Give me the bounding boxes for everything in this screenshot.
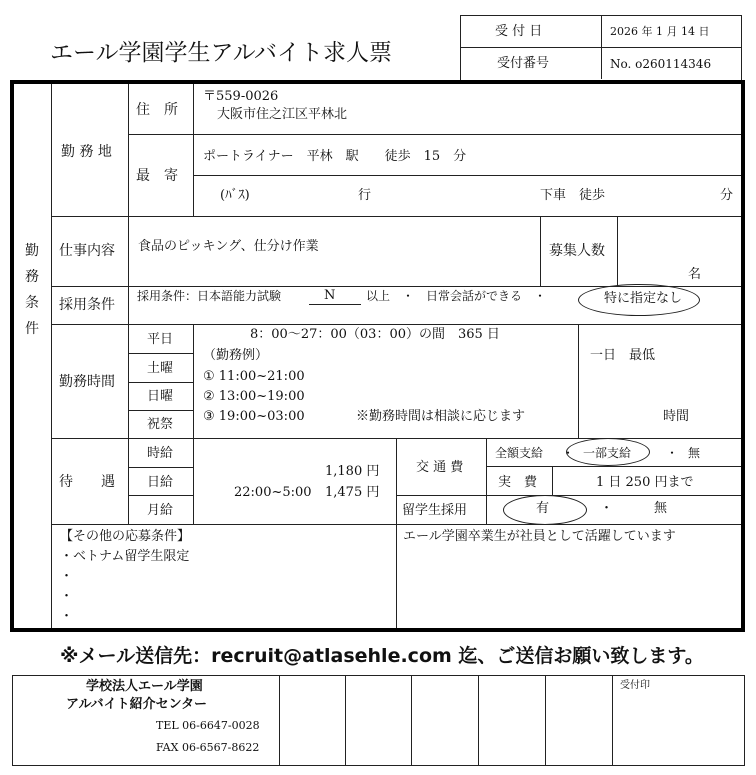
pay-label: 待 遇 (59, 474, 115, 490)
night-label: 22:00~5:00 (234, 485, 312, 500)
bus-bound: 行 (358, 188, 372, 203)
footer-org-name: 学校法人エール学園 (86, 679, 203, 694)
hours-range: 8：00～27：00（03：00）の間 365 日 (250, 327, 500, 342)
receipt-date-label: 受 付 日 (495, 24, 543, 39)
hiring-label: 採用条件 (59, 297, 115, 313)
intl-no: 無 (654, 501, 668, 516)
day-saturday: 土曜 (147, 361, 174, 376)
nearest-station: ポートライナー 平林 駅 徒歩 15 分 (203, 149, 467, 164)
transport-none: 無 (688, 446, 701, 460)
footer-tel: TEL 06-6647-0028 (156, 719, 260, 732)
actual-cost-label: 実 費 (498, 475, 538, 490)
receipt-number-label: 受付番号 (497, 56, 550, 71)
jlpt-level: N (324, 288, 336, 303)
job-label: 仕事内容 (59, 243, 115, 259)
day-sunday: 日曜 (147, 389, 174, 404)
section-label-2: 務 (25, 269, 39, 285)
footer-fax: FAX 06-6567-8622 (156, 741, 260, 754)
receipt-number-value: No. o260114346 (610, 57, 712, 71)
min-hours-label: 一日 最低 (590, 348, 656, 363)
email-instruction: ※メール送信先：recruit@atlasehle.com 迄、ご送信お願い致します。 (60, 645, 704, 667)
hiring-text-prefix: 採用条件：日本語能力試験 (137, 289, 282, 303)
hiring-text-mid: 以上 ・ 日常会話ができる ・ (366, 289, 547, 303)
stamp-label: 受付印 (620, 680, 650, 691)
section-label-3: 条 (25, 295, 39, 311)
hours-example-3: ③ 19:00~03:00 (203, 409, 305, 424)
hours-label: 勤務時間 (59, 374, 115, 390)
section-label-4: 件 (25, 321, 39, 337)
transport-sep-1: ・ (562, 446, 575, 460)
transport-full: 全額支給 (495, 446, 544, 460)
hours-example-label: （勤務例） (203, 348, 269, 363)
bus-prefix: (ﾊﾞｽ) (220, 188, 250, 203)
address-label: 住 所 (136, 102, 178, 118)
recruit-label: 募集人数 (549, 243, 605, 259)
receipt-date-value: 2026 年 1 月 14 日 (610, 25, 710, 38)
hours-example-1: ① 11:00~21:00 (203, 369, 305, 384)
other-right-text: エール学園卒業生が社員として活躍しています (403, 529, 676, 544)
other-item-2: ・ (60, 569, 74, 584)
other-item-3: ・ (60, 589, 74, 604)
pay-type-hourly: 時給 (147, 446, 174, 461)
hours-example-2: ② 13:00~19:00 (203, 389, 305, 404)
transport-label: 交 通 費 (416, 460, 464, 475)
other-item-4: ・ (60, 609, 74, 624)
form-title: エール学園学生アルバイト求人票 (50, 40, 393, 66)
intl-sep: ・ (600, 501, 614, 516)
intl-yes: 有 (536, 501, 550, 516)
day-holiday: 祝祭 (147, 417, 174, 432)
hiring-selected-option: 特に指定なし (604, 291, 683, 306)
nearest-label: 最 寄 (136, 168, 178, 184)
night-rate: 1,475 円 (325, 485, 380, 500)
bus-minutes: 分 (720, 188, 734, 203)
other-label: 【その他の応募条件】 (60, 529, 191, 544)
address-text: 大阪市住之江区平林北 (217, 107, 348, 122)
job-description: 食品のピッキング、仕分け作業 (138, 239, 319, 254)
hours-note: ※勤務時間は相談に応じます (356, 409, 526, 424)
transport-partial: 一部支給 (583, 446, 632, 460)
recruit-unit: 名 (688, 267, 702, 282)
min-hours-unit: 時間 (663, 409, 690, 424)
hourly-rate: 1,180 円 (325, 464, 380, 479)
other-item-1: ・ベトナム留学生限定 (60, 549, 190, 564)
pay-type-monthly: 月給 (147, 503, 174, 518)
pay-type-daily: 日給 (147, 475, 174, 490)
workplace-label: 勤 務 地 (61, 144, 112, 160)
bus-get-off: 下車 徒歩 (540, 188, 606, 203)
section-label-1: 勤 (25, 243, 39, 259)
transport-sep-2: ・ (666, 446, 679, 460)
day-weekday: 平日 (147, 332, 174, 347)
actual-cost-value: 1 日 250 円まで (596, 475, 694, 490)
intl-label: 留学生採用 (402, 503, 468, 518)
footer-center-name: アルバイト紹介センター (66, 697, 208, 712)
postal-code: 〒559-0026 (203, 89, 279, 104)
